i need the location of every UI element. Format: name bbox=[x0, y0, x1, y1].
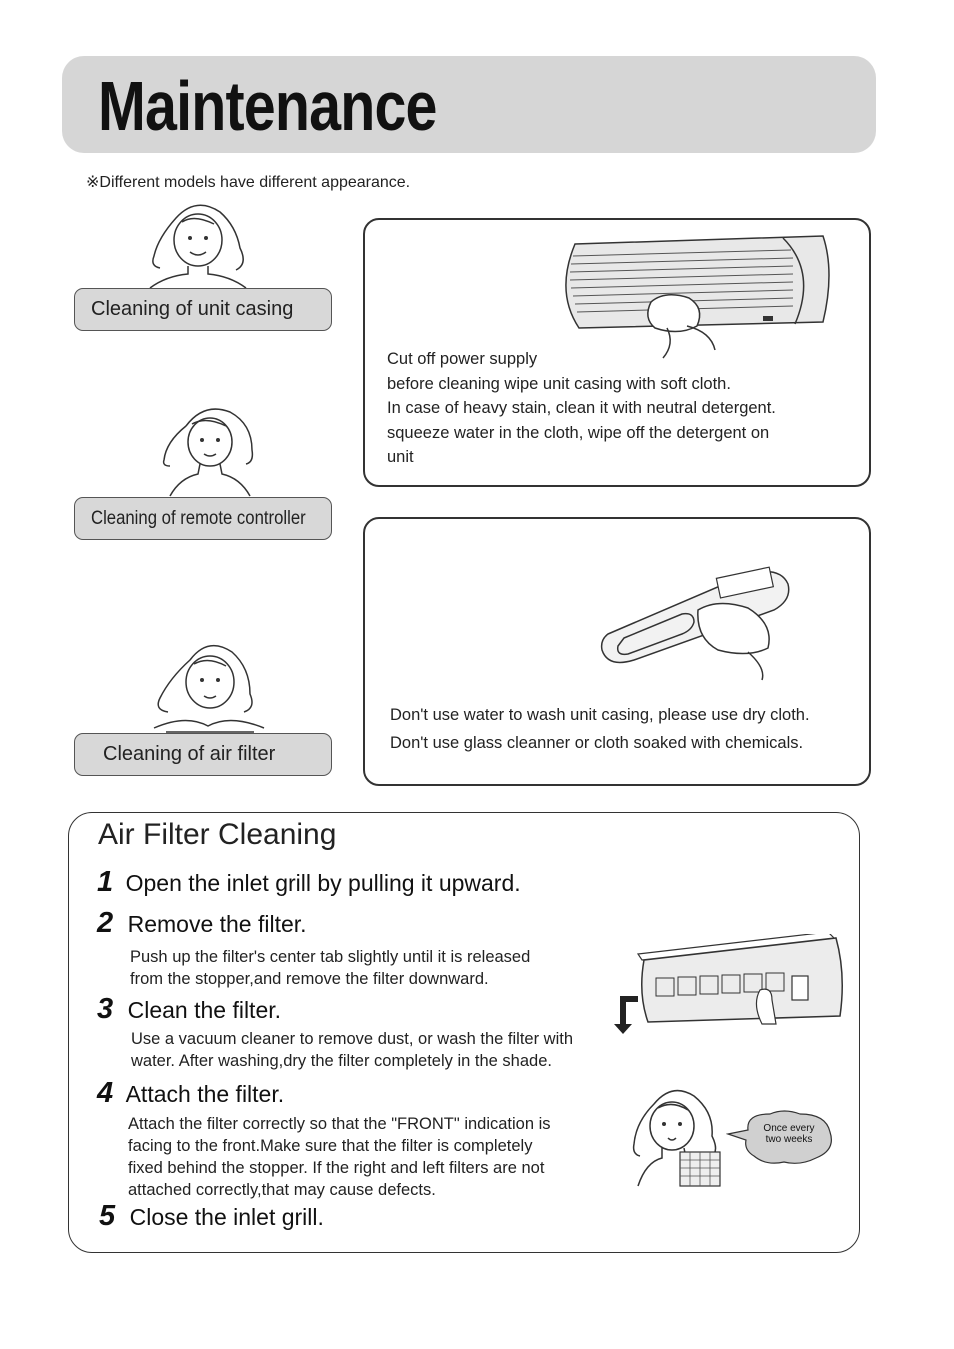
instruction-line: unit bbox=[387, 448, 414, 466]
bubble-line: Once every bbox=[763, 1123, 815, 1134]
step-number: 1 bbox=[97, 866, 114, 898]
step-number: 3 bbox=[97, 993, 114, 1025]
step-number: 2 bbox=[97, 907, 114, 939]
instruction-line: squeeze water in the cloth, wipe off the detergent on bbox=[387, 423, 770, 442]
step-heading: Clean the filter. bbox=[127, 997, 282, 1023]
label-cleaning-remote-controller bbox=[74, 497, 332, 540]
step-heading: Remove the filter. bbox=[127, 911, 307, 937]
air-filter-title: Air Filter Cleaning bbox=[98, 818, 337, 851]
page-title: Maintenance bbox=[98, 67, 437, 145]
girl-illustration-icon bbox=[156, 402, 266, 498]
girl-illustration-icon bbox=[136, 198, 256, 290]
speech-bubble-text bbox=[754, 1123, 824, 1145]
step-body-line: Attach the filter correctly so that the "FRONT" indication is bbox=[128, 1115, 551, 1133]
label-text: Cleaning of unit casing bbox=[91, 298, 294, 320]
step-5 bbox=[99, 1200, 324, 1233]
instruction-line: In case of heavy stain, clean it with neutral detergent. bbox=[387, 399, 776, 417]
girl-with-filter-icon bbox=[628, 1086, 728, 1190]
instruction-line: before cleaning wipe unit casing with soft cloth. bbox=[387, 374, 731, 393]
step-body-line: Use a vacuum cleaner to remove dust, or wash the filter with bbox=[131, 1030, 574, 1048]
step-heading: Close the inlet grill. bbox=[129, 1204, 324, 1230]
step-body-line: fixed behind the stopper. If the right and left filters are not bbox=[128, 1159, 545, 1177]
step-3-body bbox=[131, 1028, 573, 1072]
step-body-line: attached correctly,that may cause defects. bbox=[128, 1181, 436, 1199]
bubble-line: two weeks bbox=[765, 1134, 813, 1145]
label-text: Cleaning of remote controller bbox=[91, 507, 306, 529]
girl-illustration-icon bbox=[146, 638, 270, 734]
step-body-line: from the stopper,and remove the filter downward. bbox=[130, 970, 489, 988]
step-2-body bbox=[130, 946, 530, 990]
instruction-line: Don't use glass cleanner or cloth soaked with chemicals. bbox=[390, 734, 804, 752]
step-heading: Open the inlet grill by pulling it upward. bbox=[125, 870, 521, 896]
step-1 bbox=[97, 866, 521, 899]
step-4-body bbox=[128, 1113, 551, 1201]
step-body-line: Push up the filter's center tab slightly until it is released bbox=[130, 948, 531, 966]
appearance-note: ※Different models have different appearance. bbox=[86, 174, 411, 191]
step-body-line: water. After washing,dry the filter completely in the shade. bbox=[131, 1052, 552, 1070]
label-cleaning-unit-casing bbox=[74, 288, 332, 331]
instruction-line: Don't use water to wash unit casing, please use dry cloth. bbox=[390, 706, 810, 724]
label-text: Cleaning of air filter bbox=[103, 743, 276, 765]
air-conditioner-wipe-icon bbox=[555, 232, 835, 362]
unit-casing-instructions bbox=[387, 347, 776, 470]
label-cleaning-air-filter bbox=[74, 733, 332, 776]
step-number: 4 bbox=[97, 1077, 114, 1109]
step-number: 5 bbox=[99, 1200, 116, 1232]
step-2 bbox=[97, 907, 307, 940]
instruction-line: Cut off power supply bbox=[387, 350, 538, 368]
filter-removal-icon bbox=[612, 934, 848, 1034]
remote-controller-wipe-icon bbox=[598, 564, 798, 684]
step-heading: Attach the filter. bbox=[125, 1081, 285, 1107]
step-4 bbox=[97, 1077, 284, 1110]
step-body-line: facing to the front.Make sure that the filter is completely bbox=[128, 1137, 533, 1155]
remote-controller-instructions bbox=[390, 701, 810, 757]
step-3 bbox=[97, 993, 281, 1026]
